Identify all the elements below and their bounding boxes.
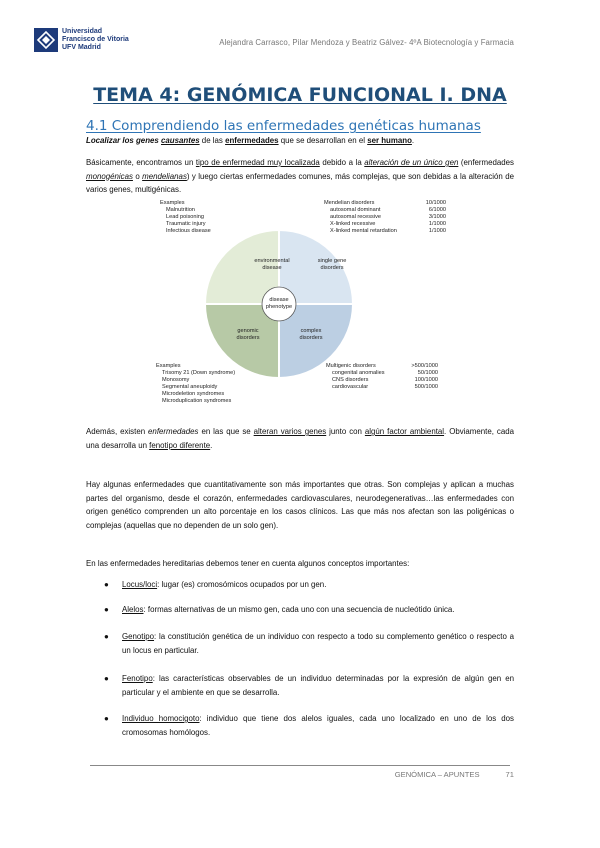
label-single-gene: single gene disorders bbox=[317, 258, 347, 271]
logo-line-2: Francisco de Vitoria bbox=[62, 36, 129, 43]
fig-row bbox=[324, 200, 446, 207]
fig-label: autosomal recessive bbox=[330, 214, 381, 220]
paragraph-concepts-intro: En las enfermedades hereditarias debemos tener en cuenta algunos conceptos importantes: bbox=[86, 559, 410, 568]
fig-label: Mendelian disorders bbox=[324, 200, 375, 206]
page-footer bbox=[395, 770, 514, 779]
logo-line-1: Universidad bbox=[62, 28, 103, 35]
disease-phenotype-diagram bbox=[150, 200, 450, 418]
fig-label: Monosomy bbox=[162, 377, 190, 383]
fig-label: Segmental aneuploidy bbox=[162, 384, 218, 390]
fig-value: 10/1000 bbox=[425, 200, 446, 206]
label-complex: complex disorders bbox=[299, 328, 323, 341]
university-logo-icon bbox=[34, 28, 58, 52]
fig-label: X-linked mental retardation bbox=[330, 228, 397, 234]
fig-label: Examples bbox=[160, 200, 185, 206]
fig-label: autosomal dominant bbox=[330, 207, 381, 213]
fig-row bbox=[326, 377, 438, 384]
fig-label: Trisomy 21 (Down syndrome) bbox=[162, 370, 236, 376]
fig-value: 6/1000 bbox=[428, 207, 446, 213]
page-number: 71 bbox=[505, 770, 514, 779]
fig-label: Infectious disease bbox=[166, 228, 211, 234]
fig-label: Examples bbox=[156, 363, 181, 369]
fig-value: 500/1000 bbox=[414, 384, 438, 390]
genomic-examples bbox=[156, 363, 235, 405]
logo-line-3: UFV Madrid bbox=[62, 44, 101, 51]
fig-label: CNS disorders bbox=[332, 377, 369, 383]
fig-label: congenital anomalies bbox=[332, 370, 385, 376]
fig-row bbox=[326, 363, 438, 370]
bullet-icon: ● bbox=[104, 632, 109, 641]
fig-label: Traumatic injury bbox=[166, 221, 206, 227]
bullet-icon: ● bbox=[104, 674, 109, 683]
page-title: TEMA 4: GENÓMICA FUNCIONAL I. DNA bbox=[93, 84, 507, 106]
bullet-icon: ● bbox=[104, 605, 109, 614]
label-genomic: genomic disorders bbox=[236, 328, 260, 341]
fig-label: Microduplication syndromes bbox=[162, 398, 232, 404]
multigenic-disorders-list bbox=[326, 363, 438, 391]
section-heading: 4.1 Comprendiendo las enfermedades genéticas humanas bbox=[86, 118, 481, 134]
footer-label: GENÓMICA – APUNTES bbox=[394, 770, 480, 779]
label-center: disease phenotype bbox=[265, 297, 293, 310]
label-environmental: environmental disease bbox=[254, 258, 290, 271]
bullet-icon: ● bbox=[104, 714, 109, 723]
fig-value: 1/1000 bbox=[428, 228, 446, 234]
university-logo bbox=[34, 28, 144, 58]
fig-value: 100/1000 bbox=[414, 377, 438, 383]
fig-value: 50/1000 bbox=[417, 370, 438, 376]
paragraph-disease-types: Básicamente, encontramos un tipo de enfermedad muy localizada debido a la alteración de un único gen (enfermedades monogénicas o mendelianas) y luego ciertas enfermedades comunes, más complejas, que son debidas a la alteración de varios genes, multigénicas. bbox=[86, 158, 514, 194]
fig-row bbox=[324, 214, 446, 221]
fig-label: Lead poisoning bbox=[166, 214, 204, 220]
fig-row bbox=[326, 384, 438, 391]
logo-text bbox=[62, 28, 129, 52]
paragraph-complex-diseases: Hay algunas enfermedades que cuantitativamente son más importantes que otras. Son complejas y aplican a muchas partes del organismo, desde el corazón, enfermedades cardiovasculares, neurodegenerativas…las enfermedades con origen genético comprenden un alto porcentaje en los casos clínicos. Las que más nos afectan son las poligénicas o complejas (aquellas que no dependen de un solo gen). bbox=[86, 480, 514, 530]
fig-label: Multigenic disorders bbox=[326, 363, 376, 369]
fig-label: X-linked recessive bbox=[330, 221, 376, 227]
paragraph-multigenic: Además, existen enfermedades en las que se alteran varios genes junto con algún factor ambiental. Obviamente, cada una desarrolla un fenotipo diferente. bbox=[86, 427, 514, 450]
fig-row bbox=[324, 207, 446, 214]
fig-label: cardiovascular bbox=[332, 384, 369, 390]
page-header bbox=[34, 28, 514, 58]
header-authors: Alejandra Carrasco, Pilar Mendoza y Beatriz Gálvez- 4ºA Biotecnología y Farmacia bbox=[219, 38, 514, 47]
fig-value: 1/1000 bbox=[428, 221, 446, 227]
bullet-icon: ● bbox=[104, 580, 109, 589]
fig-row bbox=[326, 370, 438, 377]
fig-value: >500/1000 bbox=[411, 363, 438, 369]
fig-label: Microdeletion syndromes bbox=[162, 391, 225, 397]
fig-row bbox=[324, 221, 446, 228]
fig-label: Malnutrition bbox=[166, 207, 195, 213]
footer-divider bbox=[90, 765, 510, 766]
paragraph-intro: Localizar los genes causantes de las enfermedades que se desarrollan en el ser humano. bbox=[86, 136, 415, 145]
fig-value: 3/1000 bbox=[428, 214, 446, 220]
